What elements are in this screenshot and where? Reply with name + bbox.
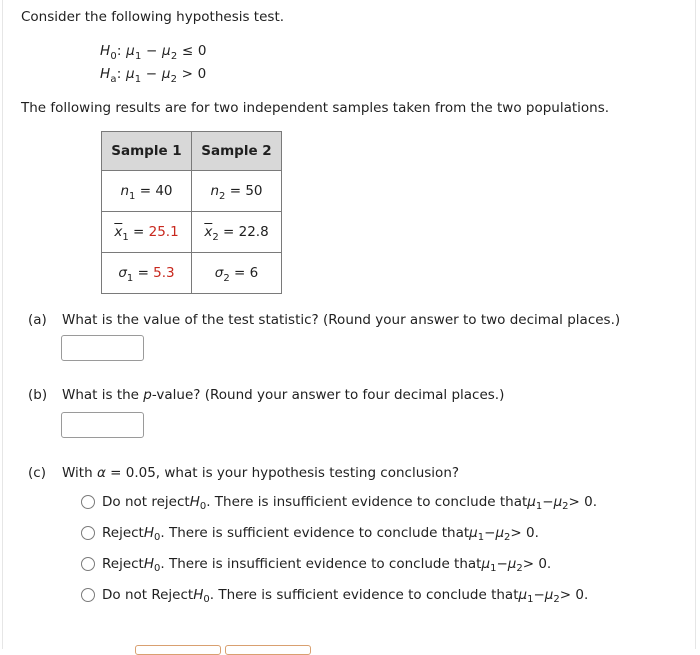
option-do-not-reject-sufficient[interactable]: Do not Reject H 0 . There is sufficient evidence to conclude that μ 1 − μ 2 > 0.	[81, 585, 588, 605]
table-header-row	[102, 132, 282, 171]
part-a-question: (a) What is the value of the test statistic? (Round your answer to two decimal places.)	[28, 312, 621, 328]
radio-circle-icon[interactable]	[81, 495, 95, 509]
n1-cell: $n_1 = 40$	[102, 171, 192, 212]
radio-circle-icon[interactable]	[81, 557, 95, 571]
table-header-sample-1: Sample 1	[102, 132, 192, 171]
option-reject-insufficient[interactable]: Reject H 0 . There is insufficient evidence to conclude that μ 1 − μ 2 > 0.	[81, 554, 551, 574]
alternative-hypothesis: $H_a$: $\mu_1 - \mu_2 > 0$	[100, 66, 207, 85]
sigma1-cell: $\sigma_1 = 5.3$	[102, 253, 192, 294]
part-b-question: (b) What is the p-value? (Round your answer to four decimal places.)	[28, 387, 505, 403]
n2-cell: $n_2 = 50$	[192, 171, 282, 212]
question-panel	[2, 0, 696, 649]
x2-cell: $\overline{x}_2 = 22.8$	[192, 212, 282, 253]
test-statistic-input[interactable]	[61, 335, 144, 361]
bottom-button-1[interactable]	[135, 645, 221, 655]
null-hypothesis: $H_0$: $\mu_1 - \mu_2 \le 0$	[100, 43, 207, 62]
sample-table	[101, 131, 282, 294]
results-text: The following results are for two independent samples taken from the two populations.	[21, 100, 610, 116]
option-reject-sufficient[interactable]: Reject H 0 . There is sufficient evidence to conclude that μ 1 − μ 2 > 0.	[81, 523, 539, 543]
table-header-sample-2: Sample 2	[192, 132, 282, 171]
part-c-question: (c) With α = 0.05, what is your hypothesis testing conclusion?	[28, 465, 460, 481]
radio-circle-icon[interactable]	[81, 526, 95, 540]
option-do-not-reject-insufficient[interactable]: Do not reject H 0 . There is insufficient evidence to conclude that μ 1 − μ 2 > 0.	[81, 492, 597, 512]
table-row	[102, 171, 282, 212]
x1-cell: $\overline{x}_1 = 25.1$	[102, 212, 192, 253]
bottom-button-2[interactable]	[225, 645, 311, 655]
sigma2-cell: $\sigma_2 = 6$	[192, 253, 282, 294]
p-value-input[interactable]	[61, 412, 144, 438]
intro-text: Consider the following hypothesis test.	[21, 9, 285, 25]
table-row	[102, 253, 282, 294]
table-row	[102, 212, 282, 253]
radio-circle-icon[interactable]	[81, 588, 95, 602]
